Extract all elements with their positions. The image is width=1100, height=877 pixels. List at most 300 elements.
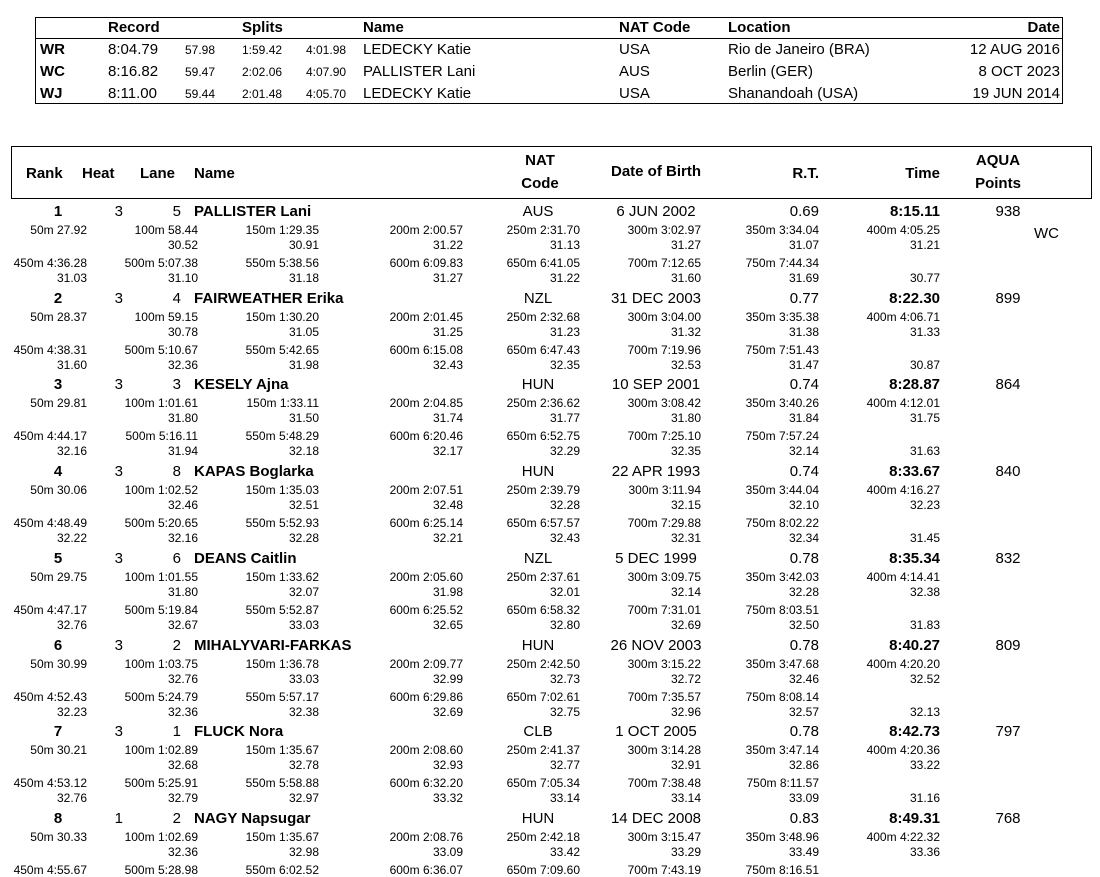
split-distance: 500m [124, 689, 155, 704]
swimmer-time: 8:40.27 [889, 636, 940, 654]
split-lap-time: 31.23 [549, 324, 580, 339]
swimmer-lane: 6 [172, 549, 181, 567]
split-distance: 600m [389, 862, 420, 877]
split-distance: 650m [506, 342, 537, 357]
split-distance: 50m [30, 483, 54, 498]
split-cumulative [867, 311, 940, 323]
split-time: 7:12.65 [660, 256, 701, 270]
swimmer-lane: 3 [172, 376, 181, 394]
split-time: 3:34.04 [778, 223, 819, 237]
split-lap-time: 32.86 [788, 758, 819, 773]
split-lap-time: 31.07 [788, 238, 819, 252]
split-cumulative [246, 571, 319, 583]
split-lap-time: 32.69 [432, 704, 463, 719]
split-time: 5:20.65 [157, 516, 198, 531]
split-cumulative [390, 864, 463, 876]
split-time: 6:52.75 [539, 429, 580, 444]
split-cumulative [507, 430, 580, 442]
split-time: 8:11.57 [779, 776, 819, 791]
split-time: 2:36.62 [539, 396, 580, 411]
swimmer-aqua-points: 938 [995, 203, 1021, 220]
swimmer-reaction-time: 0.77 [789, 289, 819, 307]
swimmer-aqua-points: 768 [995, 809, 1021, 827]
split-distance: 400m [866, 223, 897, 237]
split-cumulative [390, 224, 463, 236]
split-lap-time: 32.91 [670, 758, 701, 773]
split-lap-time: 32.17 [432, 444, 463, 459]
split-distance: 500m [124, 776, 155, 791]
split-distance: 200m [389, 396, 420, 411]
split-lap-time: 32.65 [432, 617, 463, 632]
split-time: 30.99 [56, 656, 87, 671]
record-split: 59.47 [185, 65, 216, 79]
split-distance: 750m [746, 776, 777, 791]
results-header-nat2: Code [521, 175, 559, 192]
split-lap-time: 32.79 [167, 791, 198, 806]
swimmer-rank: 1 [53, 203, 63, 220]
split-cumulative [390, 311, 463, 323]
split-cumulative [135, 311, 198, 323]
swimmer-aqua-points: 797 [995, 723, 1021, 741]
split-lap-time: 31.60 [56, 357, 87, 372]
swimmer-rank: 7 [53, 723, 63, 741]
split-lap-time: 32.67 [167, 617, 198, 632]
split-distance: 700m [627, 776, 658, 791]
split-time: 5:38.56 [278, 256, 319, 270]
split-time: 3:08.42 [660, 396, 701, 411]
split-time: 1:33.62 [278, 569, 319, 584]
results-header-nat1: NAT [525, 152, 555, 169]
split-cumulative [246, 864, 319, 876]
split-distance: 150m [245, 309, 276, 324]
split-distance: 250m [506, 656, 537, 671]
split-lap-time: 32.38 [909, 584, 940, 599]
split-distance: 400m [866, 309, 897, 324]
split-lap-time: 31.98 [288, 357, 319, 372]
swimmer-dob: 22 APR 1993 [611, 463, 701, 481]
split-time: 5:52.87 [278, 602, 319, 617]
swimmer-heat: 3 [114, 723, 123, 741]
split-cumulative [746, 658, 819, 670]
split-time: 3:35.38 [778, 309, 819, 324]
split-lap-time: 31.60 [670, 271, 701, 285]
split-time: 8:03.51 [778, 602, 819, 617]
split-time: 2:09.77 [422, 656, 463, 671]
split-cumulative [30, 311, 87, 323]
split-time: 6:25.14 [422, 516, 463, 531]
split-distance: 750m [745, 342, 776, 357]
split-distance: 750m [745, 429, 776, 444]
split-distance: 350m [745, 483, 776, 498]
split-cumulative [746, 224, 819, 236]
record-holder-name: LEDECKY Katie [363, 85, 472, 102]
split-lap-time: 32.01 [549, 584, 580, 599]
split-distance: 500m [124, 256, 155, 270]
split-lap-time: 31.27 [432, 271, 463, 285]
split-distance: 300m [627, 309, 658, 324]
split-time: 6:20.46 [422, 429, 463, 444]
split-time: 7:43.19 [660, 862, 701, 877]
split-lap-time: 32.51 [288, 498, 319, 513]
split-cumulative [390, 397, 463, 409]
split-distance: 50m [30, 829, 54, 844]
split-time: 1:01.55 [157, 569, 198, 584]
split-lap-time: 32.21 [432, 531, 463, 546]
split-cumulative [628, 864, 701, 876]
split-time: 5:58.88 [278, 776, 319, 791]
split-cumulative [507, 864, 580, 876]
split-distance: 350m [745, 656, 776, 671]
swimmer-record-badge: WC [1034, 225, 1059, 242]
records-header-date: Date [1027, 19, 1060, 36]
split-time: 3:04.00 [660, 309, 701, 324]
split-lap-time: 31.80 [670, 411, 701, 426]
split-distance: 600m [389, 516, 420, 531]
split-lap-time: 31.83 [909, 617, 940, 632]
split-time: 5:57.17 [278, 689, 319, 704]
split-lap-time: 31.63 [909, 444, 940, 459]
split-time: 1:35.67 [278, 743, 319, 758]
split-distance: 600m [389, 602, 420, 617]
record-location: Berlin (GER) [728, 63, 814, 80]
split-time: 8:16.51 [778, 862, 819, 877]
swimmer-name: FAIRWEATHER Erika [194, 289, 344, 307]
split-time: 4:22.32 [899, 829, 940, 844]
split-time: 58.44 [167, 223, 198, 237]
split-time: 30.33 [56, 829, 87, 844]
swimmer-dob: 6 JUN 2002 [616, 203, 696, 220]
results-header-dob: Date of Birth [611, 163, 701, 180]
split-cumulative [390, 744, 463, 756]
swimmer-nat: NZL [523, 549, 553, 567]
split-distance: 700m [627, 862, 658, 877]
split-lap-time: 32.35 [549, 357, 580, 372]
split-distance: 250m [506, 396, 537, 411]
split-time: 7:44.34 [778, 256, 819, 270]
split-distance: 450m [13, 776, 44, 791]
split-cumulative [746, 397, 819, 409]
split-time: 3:47.14 [778, 743, 819, 758]
swimmer-time: 8:33.67 [889, 463, 940, 481]
split-time: 7:29.88 [660, 516, 701, 531]
split-lap-time: 32.23 [909, 498, 940, 513]
record-time: 8:04.79 [108, 41, 159, 58]
split-cumulative [867, 484, 940, 496]
split-lap-time: 31.33 [909, 324, 940, 339]
swimmer-dob: 10 SEP 2001 [611, 376, 701, 394]
split-distance: 200m [389, 483, 420, 498]
split-time: 4:48.49 [46, 516, 87, 531]
split-distance: 200m [389, 309, 420, 324]
swimmer-heat: 3 [114, 289, 123, 307]
results-header-time: Time [905, 165, 940, 182]
split-lap-time: 31.38 [788, 324, 819, 339]
split-cumulative [14, 257, 87, 269]
split-cumulative [390, 831, 463, 843]
split-lap-time: 32.13 [909, 704, 940, 719]
split-cumulative [390, 484, 463, 496]
split-cumulative [628, 658, 701, 670]
split-time: 6:47.43 [539, 342, 580, 357]
split-time: 4:55.67 [46, 862, 87, 877]
split-distance: 150m [245, 569, 276, 584]
split-time: 6:57.57 [539, 516, 580, 531]
split-distance: 200m [389, 829, 420, 844]
split-cumulative [125, 864, 198, 876]
split-time: 2:01.45 [422, 309, 463, 324]
split-cumulative [246, 224, 319, 236]
split-lap-time: 32.57 [788, 704, 819, 719]
split-time: 5:19.84 [157, 602, 198, 617]
split-time: 8:08.14 [778, 689, 819, 704]
split-time: 6:09.83 [422, 256, 463, 270]
split-time: 4:16.27 [899, 483, 940, 498]
split-time: 2:37.61 [539, 569, 580, 584]
split-distance: 450m [13, 689, 44, 704]
split-distance: 300m [627, 829, 658, 844]
split-cumulative [246, 517, 319, 529]
split-lap-time: 31.50 [288, 411, 319, 426]
split-lap-time: 33.14 [670, 791, 701, 806]
split-distance: 250m [506, 309, 537, 324]
swimmer-aqua-points: 832 [995, 549, 1021, 567]
split-distance: 750m [745, 516, 776, 531]
split-distance: 550m [245, 516, 276, 531]
split-cumulative [867, 744, 940, 756]
split-distance: 650m [506, 862, 537, 877]
split-distance: 600m [389, 776, 420, 791]
records-header-name: Name [363, 19, 404, 36]
split-cumulative [30, 744, 87, 756]
split-lap-time: 32.76 [56, 791, 87, 806]
swimmer-reaction-time: 0.83 [789, 809, 819, 827]
split-lap-time: 31.74 [432, 411, 463, 426]
split-lap-time: 33.36 [909, 844, 940, 859]
split-cumulative [507, 777, 580, 789]
split-distance: 100m [124, 483, 155, 498]
split-lap-time: 32.36 [167, 357, 198, 372]
split-time: 2:08.76 [422, 829, 463, 844]
records-header-divider [36, 38, 1062, 39]
split-cumulative [628, 397, 701, 409]
split-time: 6:41.05 [539, 256, 580, 270]
swimmer-dob: 5 DEC 1999 [615, 549, 697, 567]
split-lap-time: 31.16 [909, 791, 940, 806]
split-time: 27.92 [56, 223, 87, 237]
split-cumulative [867, 571, 940, 583]
swimmer-dob: 1 OCT 2005 [615, 723, 697, 741]
swimmer-time: 8:42.73 [889, 723, 940, 741]
split-lap-time: 32.69 [670, 617, 701, 632]
split-time: 59.15 [167, 309, 198, 324]
split-lap-time: 31.27 [670, 238, 701, 252]
record-nat: USA [619, 41, 650, 58]
split-lap-time: 32.68 [167, 758, 198, 773]
record-split: 57.98 [185, 43, 216, 57]
split-time: 7:38.48 [660, 776, 701, 791]
split-lap-time: 32.18 [288, 444, 319, 459]
record-nat: AUS [619, 63, 650, 80]
split-time: 3:47.68 [778, 656, 819, 671]
split-distance: 500m [124, 862, 155, 877]
split-lap-time: 32.36 [167, 844, 198, 859]
split-cumulative [30, 484, 87, 496]
split-distance: 550m [245, 862, 276, 877]
split-distance: 550m [245, 342, 276, 357]
swimmer-aqua-points: 840 [995, 463, 1021, 481]
split-cumulative [390, 777, 463, 789]
split-time: 3:42.03 [778, 569, 819, 584]
record-nat: USA [619, 85, 650, 102]
split-cumulative [746, 344, 819, 356]
split-cumulative [246, 344, 319, 356]
split-cumulative [125, 744, 198, 756]
split-time: 3:11.94 [661, 483, 701, 498]
record-date: 19 JUN 2014 [972, 85, 1060, 102]
records-header-nat: NAT Code [619, 19, 691, 36]
split-lap-time: 32.53 [670, 357, 701, 372]
results-header-rank: Rank [26, 165, 63, 182]
swimmer-rank: 2 [53, 289, 63, 307]
split-cumulative [246, 257, 319, 269]
split-lap-time: 32.73 [549, 671, 580, 686]
split-distance: 750m [745, 256, 776, 270]
split-time: 2:41.37 [539, 743, 580, 758]
swimmer-name: DEANS Caitlin [194, 549, 297, 567]
split-lap-time: 31.05 [288, 324, 319, 339]
split-distance: 250m [506, 743, 537, 758]
split-lap-time: 31.21 [909, 238, 940, 252]
split-distance: 600m [389, 342, 420, 357]
split-lap-time: 31.77 [549, 411, 580, 426]
split-time: 6:02.52 [278, 862, 319, 877]
split-distance: 450m [13, 342, 44, 357]
split-cumulative [746, 571, 819, 583]
split-lap-time: 31.98 [432, 584, 463, 599]
split-lap-time: 32.34 [788, 531, 819, 546]
split-cumulative [628, 257, 701, 269]
split-cumulative [125, 571, 198, 583]
split-lap-time: 31.32 [670, 324, 701, 339]
results-header-rt: R.T. [792, 165, 819, 182]
split-time: 8:02.22 [778, 516, 819, 531]
split-time: 4:36.28 [46, 256, 87, 270]
record-date: 12 AUG 2016 [969, 41, 1060, 58]
split-time: 4:44.17 [46, 429, 87, 444]
record-split: 4:05.70 [306, 87, 347, 101]
record-time: 8:16.82 [108, 63, 159, 80]
split-time: 6:29.86 [422, 689, 463, 704]
swimmer-name: KESELY Ajna [194, 376, 289, 394]
split-distance: 150m [245, 223, 276, 237]
split-time: 2:00.57 [422, 223, 463, 237]
split-cumulative [390, 691, 463, 703]
swimmer-reaction-time: 0.78 [789, 549, 819, 567]
split-lap-time: 32.23 [56, 704, 87, 719]
split-lap-time: 32.93 [432, 758, 463, 773]
split-distance: 200m [389, 569, 420, 584]
split-time: 1:29.35 [278, 223, 319, 237]
split-time: 2:08.60 [422, 743, 463, 758]
split-cumulative [746, 484, 819, 496]
split-lap-time: 32.76 [167, 671, 198, 686]
split-cumulative [746, 691, 819, 703]
split-cumulative [628, 344, 701, 356]
record-split: 59.44 [185, 87, 216, 101]
split-lap-time: 33.22 [909, 758, 940, 773]
split-time: 2:32.68 [539, 309, 580, 324]
split-lap-time: 31.69 [788, 271, 819, 285]
split-time: 5:52.93 [278, 516, 319, 531]
split-lap-time: 31.22 [549, 271, 580, 285]
split-cumulative [125, 344, 198, 356]
split-lap-time: 32.80 [549, 617, 580, 632]
split-distance: 150m [245, 743, 276, 758]
split-cumulative [246, 777, 319, 789]
split-time: 2:05.60 [422, 569, 463, 584]
split-distance: 400m [866, 829, 897, 844]
split-distance: 250m [506, 223, 537, 237]
swimmer-rank: 3 [53, 376, 63, 394]
split-cumulative [390, 344, 463, 356]
split-lap-time: 31.25 [432, 324, 463, 339]
record-code: WC [40, 63, 65, 80]
split-time: 2:42.18 [539, 829, 580, 844]
split-time: 4:14.41 [899, 569, 940, 584]
split-cumulative [507, 397, 580, 409]
split-time: 2:04.85 [422, 396, 463, 411]
record-split: 4:01.98 [306, 43, 347, 57]
split-cumulative [246, 658, 319, 670]
swimmer-nat: HUN [521, 463, 555, 481]
split-cumulative [30, 658, 87, 670]
split-lap-time: 30.87 [909, 357, 940, 372]
split-time: 3:15.47 [660, 829, 701, 844]
split-cumulative [507, 257, 580, 269]
swimmer-heat: 3 [114, 203, 123, 220]
split-distance: 350m [745, 396, 776, 411]
split-cumulative [125, 430, 198, 442]
split-lap-time: 32.16 [167, 531, 198, 546]
record-holder-name: PALLISTER Lani [363, 63, 476, 80]
split-time: 3:09.75 [660, 569, 701, 584]
split-time: 3:48.96 [778, 829, 819, 844]
split-distance: 100m [124, 743, 155, 758]
split-cumulative [507, 691, 580, 703]
split-cumulative [14, 691, 87, 703]
split-distance: 450m [13, 602, 44, 617]
split-time: 1:02.52 [157, 483, 198, 498]
split-lap-time: 31.45 [909, 531, 940, 546]
record-split: 4:07.90 [306, 65, 347, 79]
split-distance: 650m [506, 429, 537, 444]
split-lap-time: 32.15 [670, 498, 701, 513]
split-lap-time: 32.43 [432, 357, 463, 372]
split-lap-time: 31.84 [788, 411, 819, 426]
split-lap-time: 32.31 [670, 531, 701, 546]
split-distance: 100m [134, 309, 165, 324]
split-lap-time: 32.46 [788, 671, 819, 686]
swimmer-aqua-points: 899 [995, 289, 1021, 307]
swimmer-lane: 4 [172, 289, 181, 307]
split-cumulative [125, 831, 198, 843]
split-distance: 50m [30, 396, 54, 411]
record-location: Rio de Janeiro (BRA) [728, 41, 870, 58]
split-distance: 650m [506, 256, 537, 270]
split-cumulative [30, 831, 87, 843]
split-cumulative [507, 571, 580, 583]
split-distance: 450m [13, 516, 44, 531]
